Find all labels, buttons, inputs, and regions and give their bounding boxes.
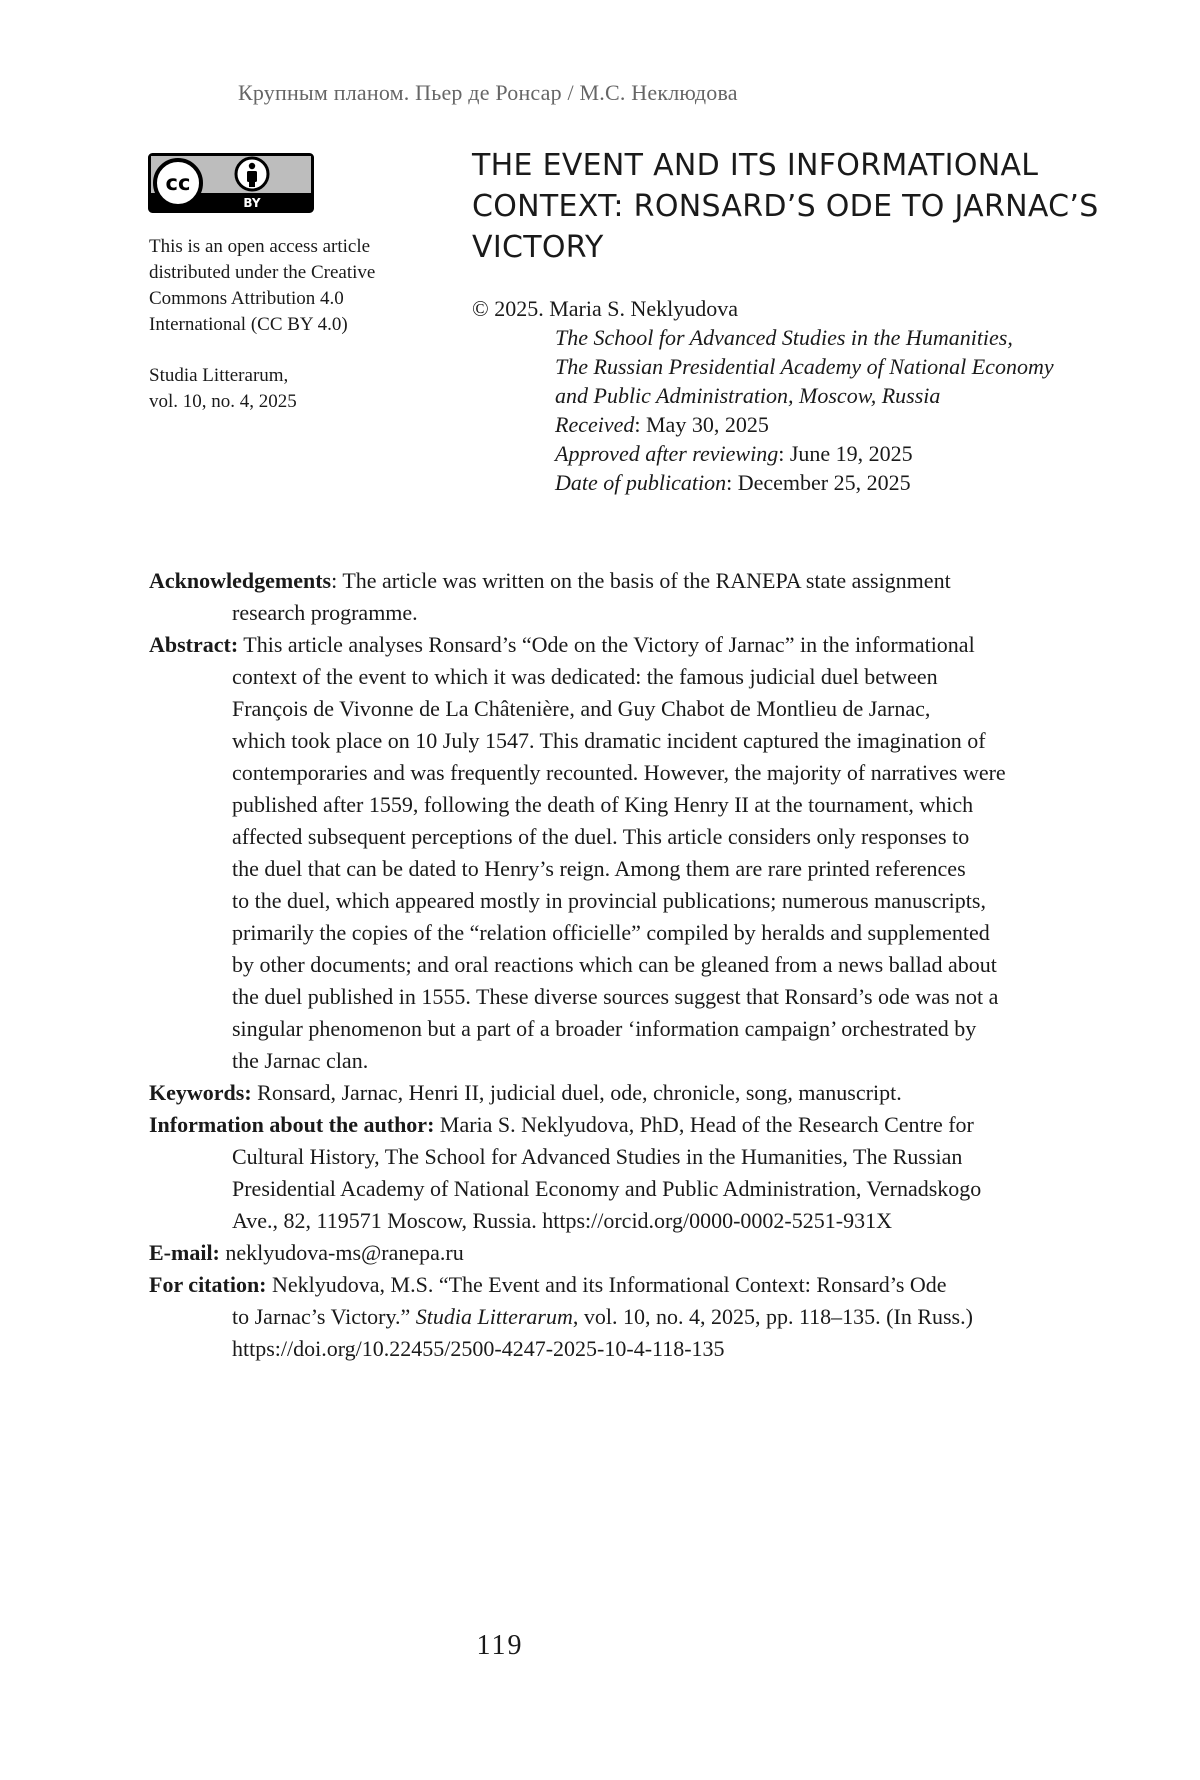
journal-line: Studia Litterarum, [149, 365, 289, 386]
affiliation-line: The Russian Presidential Academy of National Economy [555, 354, 1054, 379]
article-metadata [149, 565, 1099, 1365]
title-line: VICTORY [472, 230, 604, 265]
text-line: primarily the copies of the “relation officielle” compiled by heralds and supplemented [232, 920, 990, 945]
citation-journal: Studia Litterarum [415, 1304, 573, 1329]
text-line: the Jarnac clan. [232, 1048, 369, 1073]
journal-line: vol. 10, no. 4, 2025 [149, 391, 297, 412]
license-line: Commons Attribution 4.0 [149, 288, 344, 309]
affiliation-line: and Public Administration, Moscow, Russia [555, 383, 941, 408]
text-line [149, 1077, 1099, 1109]
approved-label: Approved after reviewing [555, 441, 779, 466]
citation-section [149, 1269, 1099, 1365]
text-line [149, 565, 1099, 597]
acknowledgements-section [149, 565, 1099, 629]
orcid-line: Ave., 82, 119571 Moscow, Russia. https://orcid.org/0000-0002-5251-931X [232, 1208, 892, 1233]
cc-by-text: BY [243, 196, 261, 210]
license-line: distributed under the Creative [149, 262, 376, 283]
publication-label: Date of publication [555, 470, 727, 495]
abstract-text: This article analyses Ronsard’s “Ode on the Victory of Jarnac” in the informational [238, 632, 975, 657]
text-line: the duel published in 1555. These diverse sources suggest that Ronsard’s ode was not a [232, 984, 999, 1009]
page-number: 119 [476, 1630, 524, 1661]
license-line: International (CC BY 4.0) [149, 314, 348, 335]
text-line: affected subsequent perceptions of the duel. This article considers only responses to [232, 824, 970, 849]
approved-date [555, 439, 1112, 468]
text-line: context of the event to which it was dedicated: the famous judicial duel between [232, 664, 938, 689]
publication-date [555, 468, 1112, 497]
author-info-section [149, 1109, 1099, 1237]
author-info-label: Information about the author: [149, 1112, 435, 1137]
creative-commons-by-icon [148, 153, 314, 213]
journal-info [149, 363, 429, 415]
abstract-label: Abstract: [149, 632, 239, 657]
keywords-text: Ronsard, Jarnac, Henri II, judicial duel, ode, chronicle, song, manuscript. [251, 1080, 902, 1105]
text-line: to the duel, which appeared mostly in provincial publications; numerous manuscripts, [232, 888, 986, 913]
publication-value: : December 25, 2025 [726, 470, 911, 495]
text-line: the duel that can be dated to Henry’s reign. Among them are rare printed references [232, 856, 966, 881]
title-line: THE EVENT AND ITS INFORMATIONAL [472, 148, 1039, 183]
affiliation-block [472, 323, 1112, 497]
received-label: Received [555, 412, 635, 437]
text-line [149, 1269, 1099, 1301]
license-statement [149, 234, 429, 338]
text-line: Presidential Academy of National Economy and Public Administration, Vernadskogo [232, 1176, 982, 1201]
email-value: neklyudova-ms@ranepa.ru [219, 1240, 464, 1265]
title-line: CONTEXT: RONSARD’S ODE TO JARNAC’S [472, 189, 1099, 224]
keywords-label: Keywords: [149, 1080, 252, 1105]
citation-text: , vol. 10, no. 4, 2025, pp. 118–135. (In Russ.) [572, 1304, 973, 1329]
received-date [555, 410, 1112, 439]
article-title [472, 145, 1112, 268]
running-header: Крупным планом. Пьер де Ронсар / М.С. Неклюдова [238, 80, 738, 105]
text-line: Cultural History, The School for Advanced Studies in the Humanities, The Russian [232, 1144, 963, 1169]
citation-text: to Jarnac’s Victory.” [232, 1304, 416, 1329]
author-info-text: Maria S. Neklyudova, PhD, Head of the Research Centre for [434, 1112, 974, 1137]
email-section [149, 1237, 1099, 1269]
text-line [149, 1301, 1099, 1333]
abstract-section [149, 629, 1099, 1077]
text-line: which took place on 10 July 1547. This dramatic incident captured the imagination of [232, 728, 986, 753]
license-line: This is an open access article [149, 236, 371, 257]
text-line [149, 1109, 1099, 1141]
text-line: François de Vivonne de La Châtenière, and Guy Chabot de Montlieu de Jarnac, [232, 696, 931, 721]
text-line: contemporaries and was frequently recounted. However, the majority of narratives were [232, 760, 1006, 785]
text-line: by other documents; and oral reactions which can be gleaned from a news ballad about [232, 952, 997, 977]
citation-text: Neklyudova, M.S. “The Event and its Informational Context: Ronsard’s Ode [266, 1272, 947, 1297]
text-line: published after 1559, following the death of King Henry II at the tournament, which [232, 792, 974, 817]
affiliation-line: The School for Advanced Studies in the Humanities, [555, 325, 1013, 350]
cc-logo-text: cc [165, 171, 191, 195]
approved-value: : June 19, 2025 [778, 441, 913, 466]
email-label: E-mail: [149, 1240, 220, 1265]
received-value: : May 30, 2025 [634, 412, 769, 437]
text-line [149, 1237, 1099, 1269]
copyright-author: © 2025. Maria S. Neklyudova [472, 296, 739, 321]
author-block [472, 294, 1112, 497]
doi-line: https://doi.org/10.22455/2500-4247-2025-10-4-118-135 [232, 1336, 725, 1361]
text-line: research programme. [232, 600, 418, 625]
text-line [149, 629, 1099, 661]
acknowledgements-text: : The article was written on the basis of the RANEPA state assignment [331, 568, 951, 593]
citation-label: For citation: [149, 1272, 267, 1297]
keywords-section [149, 1077, 1099, 1109]
text-line: singular phenomenon but a part of a broader ‘information campaign’ orchestrated by [232, 1016, 977, 1041]
acknowledgements-label: Acknowledgements [149, 568, 332, 593]
